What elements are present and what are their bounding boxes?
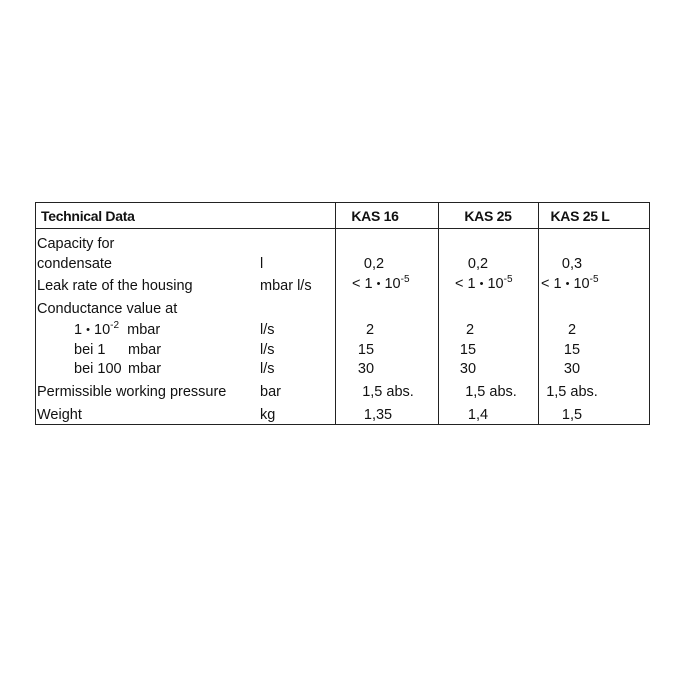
row-label-leak-rate: Leak rate of the housing [37,278,193,294]
value-pressure-kas25: 1,5 abs. [465,384,517,400]
value-leak-rate-kas25l: < 1 • $10^{-5}$ [541,274,599,292]
value-pressure-kas25l: 1,5 abs. [546,384,598,400]
value-bei-100-kas25l: 30 [563,361,581,377]
value-capacity-kas16: 0,2 [363,256,385,272]
technical-data-table [35,202,650,425]
value-capacity-kas25: 0,2 [467,256,489,272]
value-leak-rate-kas16: < 1 • $10^{-5}$ [352,274,410,292]
value-weight-kas25: 1,4 [467,407,489,423]
row-label-bei-1-unit: mbar [128,342,162,358]
unit-pressure: bar [260,384,281,400]
value-bei-1-kas25: 15 [459,342,477,358]
row-label-conductance-1e-2: 1 • $10^{-2}$ mbar [74,320,161,338]
value-bei-100-kas25: 30 [459,361,477,377]
row-label-capacity: Capacity for [37,236,115,252]
value-bei-100-kas16: 30 [357,361,375,377]
unit-conductance-1e-2: l/s [260,322,275,338]
row-label-condensate: condensate [37,256,112,272]
row-label-bei-100-unit: mbar [128,361,162,377]
value-weight-kas16: 1,35 [363,407,393,423]
value-leak-rate-kas25: < 1 • $10^{-5}$ [455,274,513,292]
value-conductance-1e-2-kas25: 2 [465,322,475,338]
column-divider-1 [335,203,336,424]
column-header-kas25: KAS 25 [464,208,512,224]
column-header-kas16: KAS 16 [351,208,399,224]
unit-bei-100: l/s [260,361,275,377]
row-label-bei-1: bei 1 [74,342,106,358]
value-weight-kas25l: 1,5 [561,407,583,423]
column-header-kas25l: KAS 25 L [550,208,610,224]
row-label-bei-100: bei 100 [74,361,122,377]
column-divider-2 [438,203,439,424]
row-label-conductance: Conductance value at [37,301,178,317]
unit-leak-rate: mbar l/s [260,278,312,294]
unit-weight: kg [260,407,276,423]
unit-bei-1: l/s [260,342,275,358]
value-bei-1-kas25l: 15 [563,342,581,358]
table-title: Technical Data [41,208,135,224]
value-pressure-kas16: 1,5 abs. [362,384,414,400]
unit-capacity: l [260,256,264,272]
row-label-pressure: Permissible working pressure [37,384,227,400]
value-capacity-kas25l: 0,3 [561,256,583,272]
value-bei-1-kas16: 15 [357,342,375,358]
value-conductance-1e-2-kas16: 2 [365,322,375,338]
header-divider [36,228,649,229]
value-conductance-1e-2-kas25l: 2 [567,322,577,338]
row-label-weight: Weight [37,407,82,423]
